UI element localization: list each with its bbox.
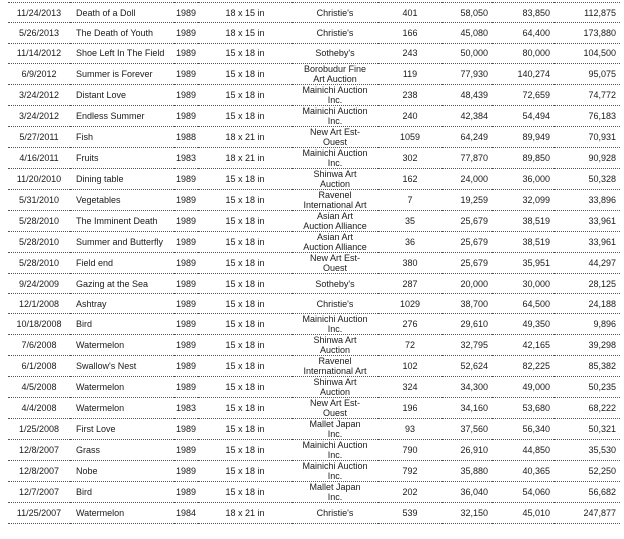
cell-auction-house: Shinwa Art Auction [292,168,378,189]
cell-auction-house: Mainichi Auction Inc. [292,461,378,482]
cell-artwork-title: The Death of Youth [70,23,174,43]
cell-price-realized: 24,188 [554,294,620,314]
cell-lot-number: 243 [378,43,442,63]
table-row [8,126,620,147]
cell-estimate-high: 32,099 [492,189,554,210]
cell-year: 1989 [174,335,198,356]
cell-year: 1989 [174,189,198,210]
cell-estimate-low: 32,795 [442,335,492,356]
cell-sale-date: 1/25/2008 [8,419,70,440]
cell-estimate-low: 34,300 [442,377,492,398]
cell-price-realized: 104,500 [554,43,620,63]
cell-estimate-high: 72,659 [492,84,554,105]
cell-estimate-low: 58,050 [442,3,492,23]
cell-price-realized: 70,931 [554,126,620,147]
cell-size: 15 x 18 in [198,63,292,84]
cell-artwork-title: Distant Love [70,84,174,105]
cell-sale-date: 12/8/2007 [8,461,70,482]
table-row [8,147,620,168]
cell-estimate-low: 77,930 [442,63,492,84]
cell-artwork-title: Swallow's Nest [70,356,174,377]
cell-artwork-title: Fruits [70,147,174,168]
table-row [8,231,620,252]
cell-lot-number: 240 [378,105,442,126]
cell-estimate-high: 44,850 [492,440,554,461]
cell-lot-number: 102 [378,356,442,377]
cell-auction-house: Mainichi Auction Inc. [292,440,378,461]
cell-sale-date: 7/6/2008 [8,335,70,356]
cell-year: 1989 [174,43,198,63]
cell-artwork-title: Dining table [70,168,174,189]
cell-estimate-high: 40,365 [492,461,554,482]
cell-size: 15 x 18 in [198,398,292,419]
table-row [8,23,620,43]
table-row [8,105,620,126]
cell-estimate-high: 56,340 [492,419,554,440]
cell-lot-number: 302 [378,147,442,168]
cell-estimate-high: 64,400 [492,23,554,43]
cell-lot-number: 1059 [378,126,442,147]
cell-estimate-low: 32,150 [442,503,492,523]
cell-artwork-title: Endless Summer [70,105,174,126]
cell-year: 1989 [174,440,198,461]
cell-size: 15 x 18 in [198,419,292,440]
cell-year: 1983 [174,147,198,168]
cell-size: 15 x 18 in [198,84,292,105]
cell-size: 15 x 18 in [198,335,292,356]
cell-artwork-title: Bird [70,314,174,335]
cell-sale-date: 11/24/2013 [8,3,70,23]
cell-price-realized: 90,928 [554,147,620,168]
cell-price-realized: 35,530 [554,440,620,461]
cell-artwork-title: Field end [70,252,174,273]
cell-lot-number: 93 [378,419,442,440]
cell-lot-number: 238 [378,84,442,105]
cell-estimate-low: 25,679 [442,252,492,273]
cell-artwork-title: Bird [70,482,174,503]
cell-artwork-title: Shoe Left In The Field [70,43,174,63]
cell-sale-date: 5/31/2010 [8,189,70,210]
cell-estimate-high: 82,225 [492,356,554,377]
cell-lot-number: 1029 [378,294,442,314]
cell-price-realized: 52,250 [554,461,620,482]
cell-auction-house: Christie's [292,3,378,23]
cell-size: 15 x 18 in [198,482,292,503]
cell-size: 18 x 21 in [198,126,292,147]
cell-sale-date: 3/24/2012 [8,84,70,105]
cell-lot-number: 790 [378,440,442,461]
cell-size: 15 x 18 in [198,189,292,210]
cell-auction-house: New Art Est-Ouest [292,252,378,273]
cell-estimate-low: 26,910 [442,440,492,461]
cell-estimate-high: 49,000 [492,377,554,398]
cell-year: 1989 [174,231,198,252]
cell-estimate-high: 42,165 [492,335,554,356]
cell-sale-date: 11/20/2010 [8,168,70,189]
cell-sale-date: 6/9/2012 [8,63,70,84]
cell-auction-house: Mainichi Auction Inc. [292,105,378,126]
cell-sale-date: 5/28/2010 [8,252,70,273]
cell-price-realized: 76,183 [554,105,620,126]
cell-price-realized: 74,772 [554,84,620,105]
cell-year: 1989 [174,273,198,293]
cell-estimate-low: 50,000 [442,43,492,63]
cell-price-realized: 95,075 [554,63,620,84]
cell-sale-date: 5/26/2013 [8,23,70,43]
cell-estimate-low: 29,610 [442,314,492,335]
cell-estimate-high: 89,949 [492,126,554,147]
cell-price-realized: 50,328 [554,168,620,189]
cell-price-realized: 85,382 [554,356,620,377]
cell-price-realized: 44,297 [554,252,620,273]
table-row [8,210,620,231]
cell-estimate-low: 64,249 [442,126,492,147]
cell-estimate-high: 80,000 [492,43,554,63]
cell-size: 15 x 18 in [198,273,292,293]
cell-auction-house: Sotheby's [292,43,378,63]
cell-size: 15 x 18 in [198,314,292,335]
cell-auction-house: Christie's [292,294,378,314]
cell-artwork-title: Nobe [70,461,174,482]
auction-results-table [8,2,620,524]
cell-estimate-low: 19,259 [442,189,492,210]
cell-size: 18 x 21 in [198,147,292,168]
cell-size: 18 x 15 in [198,23,292,43]
cell-estimate-low: 45,080 [442,23,492,43]
cell-estimate-low: 20,000 [442,273,492,293]
cell-lot-number: 162 [378,168,442,189]
cell-price-realized: 50,235 [554,377,620,398]
cell-price-realized: 50,321 [554,419,620,440]
cell-artwork-title: First Love [70,419,174,440]
cell-estimate-high: 35,951 [492,252,554,273]
cell-size: 15 x 18 in [198,294,292,314]
cell-year: 1989 [174,3,198,23]
cell-estimate-high: 53,680 [492,398,554,419]
table-row [8,482,620,503]
cell-year: 1983 [174,398,198,419]
cell-estimate-low: 25,679 [442,210,492,231]
cell-sale-date: 12/1/2008 [8,294,70,314]
cell-estimate-high: 49,350 [492,314,554,335]
cell-sale-date: 11/25/2007 [8,503,70,523]
table-row [8,43,620,63]
cell-year: 1988 [174,126,198,147]
cell-lot-number: 539 [378,503,442,523]
cell-estimate-low: 52,624 [442,356,492,377]
cell-auction-house: New Art Est-Ouest [292,126,378,147]
cell-estimate-low: 42,384 [442,105,492,126]
cell-estimate-high: 64,500 [492,294,554,314]
cell-price-realized: 33,896 [554,189,620,210]
cell-auction-house: Asian Art Auction Alliance [292,210,378,231]
cell-size: 15 x 18 in [198,210,292,231]
cell-year: 1989 [174,23,198,43]
cell-auction-house: Sotheby's [292,273,378,293]
cell-size: 18 x 21 in [198,503,292,523]
cell-artwork-title: Summer and Butterfly [70,231,174,252]
cell-price-realized: 28,125 [554,273,620,293]
cell-size: 15 x 18 in [198,43,292,63]
cell-auction-house: Mallet Japan Inc. [292,482,378,503]
cell-auction-house: Mainichi Auction Inc. [292,147,378,168]
table-row [8,377,620,398]
cell-price-realized: 33,961 [554,231,620,252]
cell-estimate-low: 35,880 [442,461,492,482]
cell-artwork-title: Summer is Forever [70,63,174,84]
cell-artwork-title: Grass [70,440,174,461]
table-row [8,84,620,105]
cell-auction-house: Asian Art Auction Alliance [292,231,378,252]
table-row [8,440,620,461]
cell-estimate-low: 77,870 [442,147,492,168]
cell-estimate-low: 38,700 [442,294,492,314]
cell-estimate-high: 36,000 [492,168,554,189]
table-row [8,356,620,377]
cell-size: 15 x 18 in [198,168,292,189]
cell-artwork-title: Vegetables [70,189,174,210]
cell-lot-number: 276 [378,314,442,335]
cell-sale-date: 11/14/2012 [8,43,70,63]
cell-year: 1989 [174,210,198,231]
cell-lot-number: 7 [378,189,442,210]
cell-year: 1989 [174,377,198,398]
cell-artwork-title: Death of a Doll [70,3,174,23]
cell-estimate-high: 38,519 [492,231,554,252]
cell-price-realized: 173,880 [554,23,620,43]
cell-price-realized: 112,875 [554,3,620,23]
cell-estimate-high: 83,850 [492,3,554,23]
cell-year: 1989 [174,252,198,273]
table-row [8,63,620,84]
cell-year: 1989 [174,84,198,105]
cell-estimate-low: 48,439 [442,84,492,105]
table-row [8,168,620,189]
cell-auction-house: Mainichi Auction Inc. [292,84,378,105]
cell-sale-date: 4/4/2008 [8,398,70,419]
cell-auction-house: Mainichi Auction Inc. [292,314,378,335]
table-row [8,273,620,293]
cell-artwork-title: Watermelon [70,503,174,523]
cell-artwork-title: The Imminent Death [70,210,174,231]
cell-sale-date: 9/24/2009 [8,273,70,293]
cell-sale-date: 5/27/2011 [8,126,70,147]
cell-estimate-high: 30,000 [492,273,554,293]
cell-sale-date: 5/28/2010 [8,210,70,231]
cell-lot-number: 324 [378,377,442,398]
cell-artwork-title: Fish [70,126,174,147]
cell-size: 18 x 15 in [198,3,292,23]
cell-artwork-title: Watermelon [70,335,174,356]
table-row [8,3,620,23]
cell-auction-house: Mallet Japan Inc. [292,419,378,440]
cell-sale-date: 12/7/2007 [8,482,70,503]
cell-estimate-low: 25,679 [442,231,492,252]
cell-size: 15 x 18 in [198,461,292,482]
cell-estimate-low: 34,160 [442,398,492,419]
cell-auction-house: Borobudur Fine Art Auction [292,63,378,84]
cell-auction-house: Shinwa Art Auction [292,335,378,356]
cell-size: 15 x 18 in [198,377,292,398]
cell-lot-number: 287 [378,273,442,293]
cell-estimate-high: 54,494 [492,105,554,126]
cell-lot-number: 202 [378,482,442,503]
table-row [8,503,620,523]
cell-artwork-title: Gazing at the Sea [70,273,174,293]
cell-sale-date: 3/24/2012 [8,105,70,126]
cell-sale-date: 10/18/2008 [8,314,70,335]
cell-size: 15 x 18 in [198,231,292,252]
cell-year: 1989 [174,461,198,482]
cell-artwork-title: Watermelon [70,377,174,398]
table-row [8,335,620,356]
cell-artwork-title: Watermelon [70,398,174,419]
cell-size: 15 x 18 in [198,440,292,461]
table-row [8,189,620,210]
cell-auction-house: Shinwa Art Auction [292,377,378,398]
cell-sale-date: 4/5/2008 [8,377,70,398]
cell-sale-date: 6/1/2008 [8,356,70,377]
cell-estimate-low: 37,560 [442,419,492,440]
cell-lot-number: 36 [378,231,442,252]
cell-lot-number: 401 [378,3,442,23]
cell-year: 1989 [174,419,198,440]
cell-size: 15 x 18 in [198,252,292,273]
cell-estimate-high: 140,274 [492,63,554,84]
cell-sale-date: 5/28/2010 [8,231,70,252]
cell-size: 15 x 18 in [198,356,292,377]
cell-lot-number: 380 [378,252,442,273]
cell-sale-date: 12/8/2007 [8,440,70,461]
cell-estimate-low: 24,000 [442,168,492,189]
table-body [8,3,620,524]
cell-price-realized: 56,682 [554,482,620,503]
cell-price-realized: 33,961 [554,210,620,231]
cell-lot-number: 35 [378,210,442,231]
table-row [8,314,620,335]
cell-estimate-high: 89,850 [492,147,554,168]
cell-price-realized: 9,896 [554,314,620,335]
table-row [8,294,620,314]
cell-year: 1989 [174,294,198,314]
cell-price-realized: 247,877 [554,503,620,523]
table-row [8,461,620,482]
cell-year: 1989 [174,482,198,503]
cell-year: 1989 [174,168,198,189]
cell-lot-number: 792 [378,461,442,482]
cell-auction-house: Christie's [292,503,378,523]
cell-size: 15 x 18 in [198,105,292,126]
cell-year: 1989 [174,63,198,84]
table-row [8,252,620,273]
cell-auction-house: Ravenel International Art [292,356,378,377]
cell-price-realized: 39,298 [554,335,620,356]
cell-auction-house: Ravenel International Art [292,189,378,210]
cell-estimate-high: 45,010 [492,503,554,523]
cell-year: 1989 [174,105,198,126]
cell-year: 1989 [174,314,198,335]
cell-estimate-low: 36,040 [442,482,492,503]
cell-price-realized: 68,222 [554,398,620,419]
cell-year: 1984 [174,503,198,523]
cell-estimate-high: 38,519 [492,210,554,231]
cell-lot-number: 196 [378,398,442,419]
cell-auction-house: New Art Est-Ouest [292,398,378,419]
cell-estimate-high: 54,060 [492,482,554,503]
cell-auction-house: Christie's [292,23,378,43]
table-row [8,398,620,419]
cell-lot-number: 72 [378,335,442,356]
cell-lot-number: 166 [378,23,442,43]
table-row [8,419,620,440]
cell-year: 1989 [174,356,198,377]
cell-artwork-title: Ashtray [70,294,174,314]
cell-lot-number: 119 [378,63,442,84]
cell-sale-date: 4/16/2011 [8,147,70,168]
